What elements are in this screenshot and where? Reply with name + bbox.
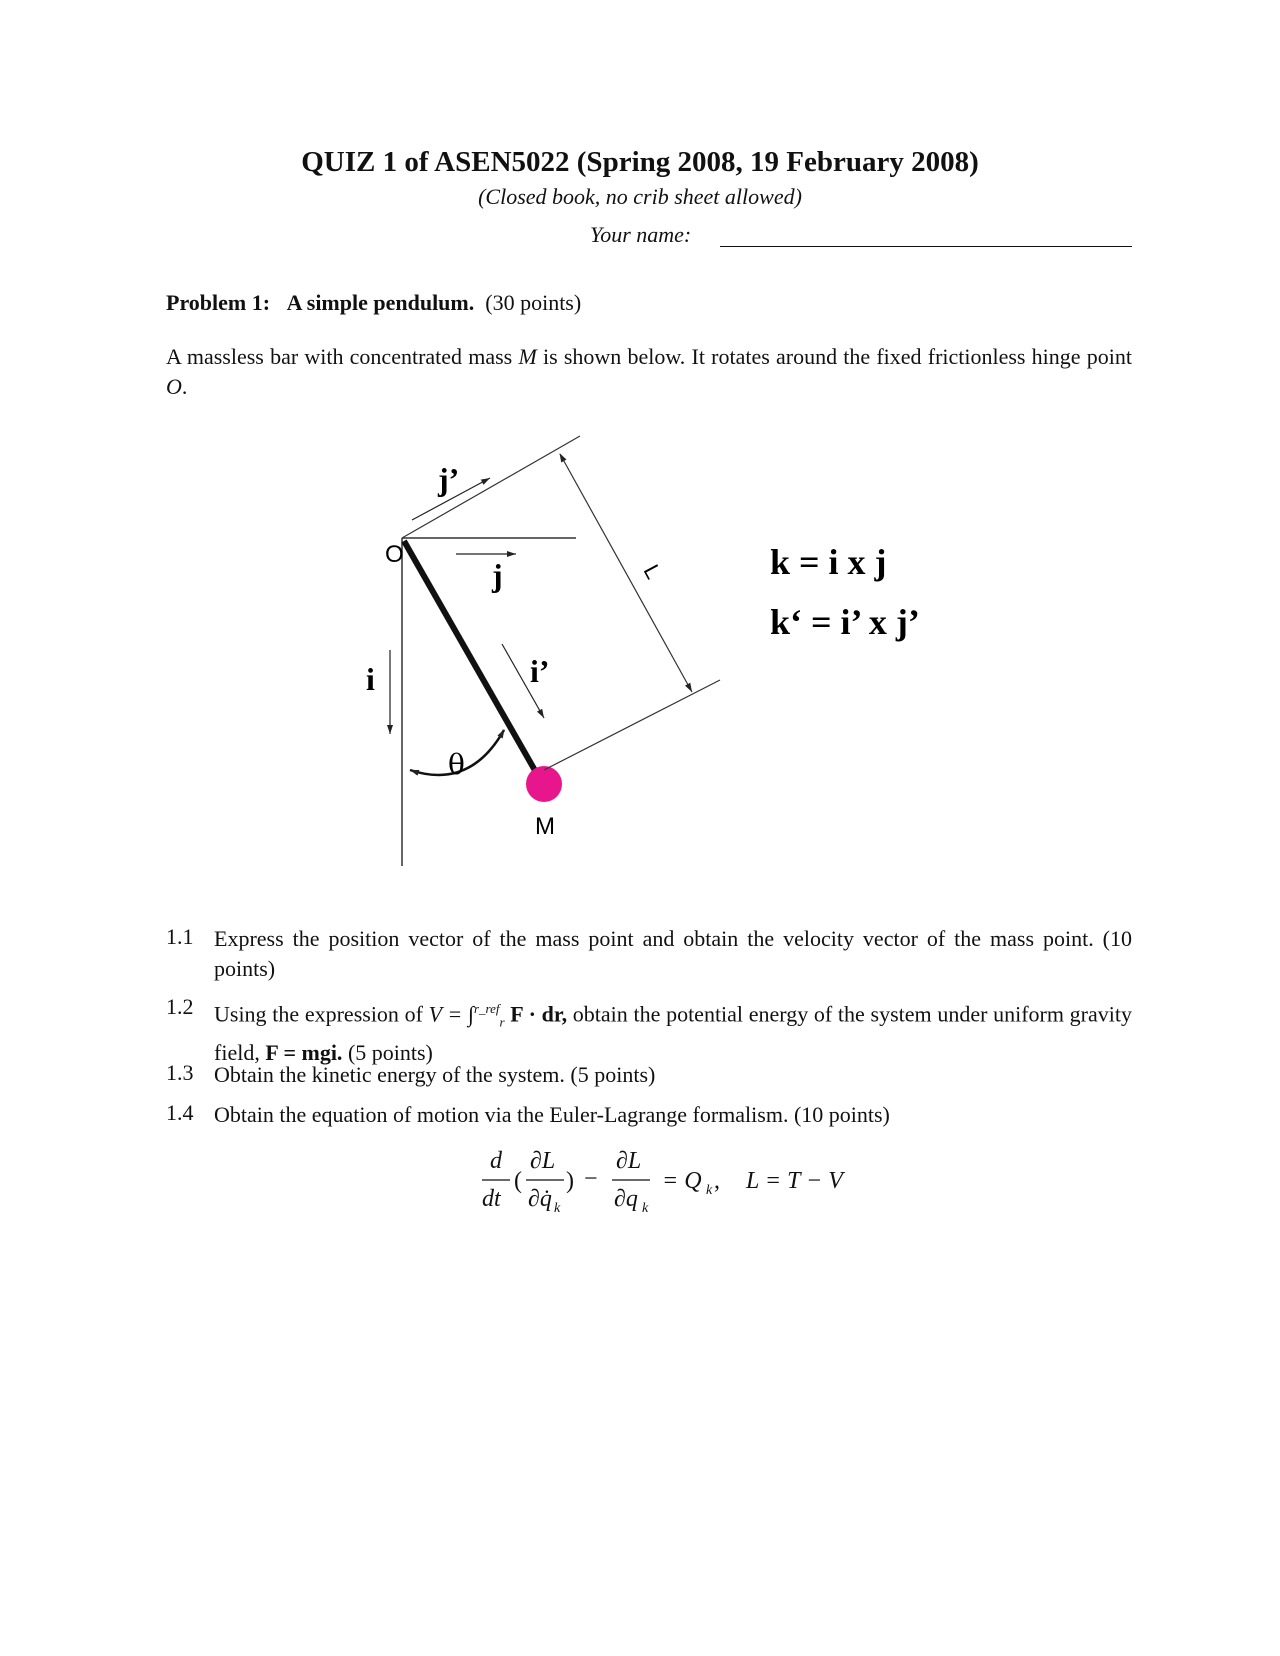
name-label: Your name: [590, 222, 692, 247]
svg-text:k: k [642, 1201, 649, 1216]
svg-text:∂L: ∂L [616, 1148, 642, 1174]
pendulum-bar [404, 541, 537, 774]
problem-name: A simple pendulum. [286, 290, 475, 315]
length-extension-bottom [544, 680, 720, 770]
svg-text:k: k [554, 1201, 561, 1216]
label-i: i [366, 661, 375, 697]
problem-description: A massless bar with concentrated mass M is shown below. It rotates around the fixed frictionless hinge point O. [166, 344, 1132, 399]
svg-text:,: , [714, 1168, 720, 1194]
label-jprime: j’ [438, 461, 460, 497]
svg-text:−: − [584, 1166, 598, 1192]
length-extension-top [402, 436, 580, 538]
svg-text:k: k [706, 1183, 713, 1198]
quiz-subtitle: (Closed book, no crib sheet allowed) [478, 184, 802, 209]
problem-number: Problem 1: [166, 290, 271, 315]
quiz-title: QUIZ 1 of ASEN5022 (Spring 2008, 19 February 2008) [301, 146, 979, 178]
length-dimension-arrow [560, 454, 692, 692]
svg-text:∂q̇: ∂q̇ [528, 1186, 552, 1212]
equation-k: k = i x j [770, 542, 887, 582]
euler-lagrange-equation [470, 1142, 890, 1222]
label-origin: O [385, 541, 404, 568]
svg-text:∂L: ∂L [530, 1148, 556, 1174]
svg-text:∂q: ∂q [614, 1186, 638, 1212]
svg-text:dt: dt [482, 1186, 501, 1212]
svg-text:d: d [490, 1148, 502, 1174]
problem-points: (30 points) [485, 290, 582, 315]
svg-text:): ) [566, 1168, 574, 1194]
label-mass: M [535, 813, 555, 840]
label-theta: θ [448, 748, 465, 781]
label-iprime: i’ [530, 653, 550, 689]
svg-text:= Q: = Q [662, 1168, 702, 1194]
mass-point [526, 766, 562, 802]
equation-kprime: k‘ = i’ x j’ [770, 602, 920, 642]
svg-text:(: ( [514, 1168, 522, 1194]
label-j: j [492, 557, 503, 593]
label-length: L [638, 560, 667, 583]
svg-text:L = T − V: L = T − V [746, 1168, 843, 1194]
